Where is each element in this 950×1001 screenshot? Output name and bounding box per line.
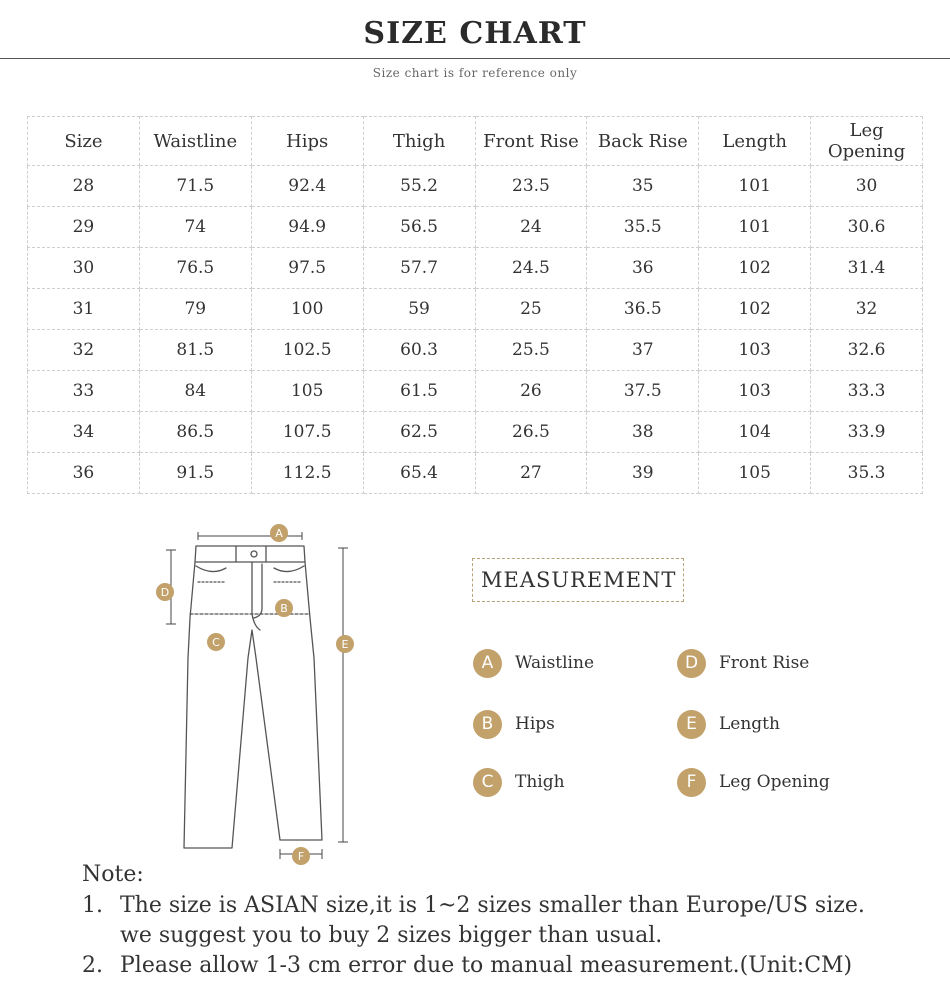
- column-header: Thigh: [363, 117, 475, 166]
- table-cell: 34: [28, 412, 140, 453]
- table-header-row: [28, 117, 923, 166]
- legend-label: Leg Opening: [719, 772, 830, 792]
- marker-d-icon: [156, 583, 174, 601]
- note-item: [82, 891, 942, 951]
- svg-text:D: D: [160, 586, 170, 599]
- table-cell: 38: [587, 412, 699, 453]
- table-cell: 57.7: [363, 248, 475, 289]
- legend-label: Hips: [515, 714, 555, 734]
- table-cell: 104: [699, 412, 811, 453]
- legend-label: Waistline: [515, 653, 595, 673]
- size-table: [27, 116, 923, 494]
- svg-text:A: A: [275, 527, 283, 540]
- marker-e-icon: [336, 635, 354, 653]
- table-cell: 112.5: [251, 453, 363, 494]
- table-cell: 76.5: [139, 248, 251, 289]
- table-cell: 62.5: [363, 412, 475, 453]
- table-cell: 37: [587, 330, 699, 371]
- table-cell: 79: [139, 289, 251, 330]
- table-cell: 84: [139, 371, 251, 412]
- table-cell: 81.5: [139, 330, 251, 371]
- note-number: 1.: [82, 893, 103, 918]
- table-row: [28, 412, 923, 453]
- table-cell: 30: [28, 248, 140, 289]
- table-cell: 59: [363, 289, 475, 330]
- column-header: Front Rise: [475, 117, 587, 166]
- table-cell: 30.6: [811, 207, 923, 248]
- table-cell: 23.5: [475, 166, 587, 207]
- table-cell: 103: [699, 330, 811, 371]
- table-cell: 25.5: [475, 330, 587, 371]
- svg-text:F: F: [297, 850, 305, 863]
- table-cell: 107.5: [251, 412, 363, 453]
- note-line: Please allow 1-3 cm error due to manual measurement.(Unit:CM): [120, 953, 853, 978]
- legend-item-hips: [473, 709, 555, 739]
- legend-label: Length: [719, 714, 780, 734]
- table-cell: 101: [699, 207, 811, 248]
- table-cell: 102: [699, 248, 811, 289]
- table-cell: 24: [475, 207, 587, 248]
- table-row: [28, 371, 923, 412]
- table-row: [28, 207, 923, 248]
- page-subtitle: Size chart is for reference only: [372, 66, 578, 80]
- table-cell: 32.6: [811, 330, 923, 371]
- table-cell: 33.3: [811, 371, 923, 412]
- legend-item-leg-opening: [677, 767, 830, 797]
- column-header: Waistline: [139, 117, 251, 166]
- marker-a-icon: [270, 524, 288, 542]
- table-cell: 37.5: [587, 371, 699, 412]
- table-cell: 29: [28, 207, 140, 248]
- note-number: 2.: [82, 953, 103, 978]
- table-cell: 56.5: [363, 207, 475, 248]
- table-cell: 71.5: [139, 166, 251, 207]
- legend-label: Thigh: [515, 772, 565, 792]
- page-title: SIZE CHART: [363, 16, 587, 51]
- note-line: we suggest you to buy 2 sizes bigger than usual.: [120, 923, 663, 948]
- pants-diagram: [150, 518, 370, 870]
- table-cell: 24.5: [475, 248, 587, 289]
- legend-item-thigh: [473, 767, 565, 797]
- note-line: The size is ASIAN size,it is 1~2 sizes smaller than Europe/US size.: [120, 893, 865, 918]
- table-cell: 91.5: [139, 453, 251, 494]
- table-cell: 65.4: [363, 453, 475, 494]
- note-item: [82, 951, 942, 981]
- svg-text:C: C: [212, 636, 220, 649]
- table-cell: 25: [475, 289, 587, 330]
- table-cell: 35.5: [587, 207, 699, 248]
- table-cell: 32: [811, 289, 923, 330]
- column-header: Back Rise: [587, 117, 699, 166]
- marker-c-icon: [207, 633, 225, 651]
- table-row: [28, 330, 923, 371]
- legend-label: Front Rise: [719, 653, 810, 673]
- table-cell: 102: [699, 289, 811, 330]
- note-section: [82, 860, 942, 981]
- letter-d-icon: D: [677, 649, 706, 678]
- table-cell: 101: [699, 166, 811, 207]
- letter-a-icon: A: [473, 649, 502, 678]
- table-cell: 26.5: [475, 412, 587, 453]
- button-shape: [251, 551, 257, 557]
- table-cell: 105: [699, 453, 811, 494]
- table-cell: 100: [251, 289, 363, 330]
- table-cell: 26: [475, 371, 587, 412]
- marker-b-icon: [275, 599, 293, 617]
- legend-item-length: [677, 709, 780, 739]
- table-cell: 35.3: [811, 453, 923, 494]
- measurement-title: MEASUREMENT: [472, 558, 684, 602]
- table-row: [28, 248, 923, 289]
- table-cell: 97.5: [251, 248, 363, 289]
- column-header: Length: [699, 117, 811, 166]
- letter-b-icon: B: [473, 710, 502, 739]
- table-cell: 86.5: [139, 412, 251, 453]
- table-cell: 74: [139, 207, 251, 248]
- table-cell: 92.4: [251, 166, 363, 207]
- table-cell: 33.9: [811, 412, 923, 453]
- letter-f-icon: F: [677, 768, 706, 797]
- table-row: [28, 453, 923, 494]
- table-cell: 36.5: [587, 289, 699, 330]
- table-cell: 27: [475, 453, 587, 494]
- svg-text:E: E: [341, 638, 349, 651]
- table-cell: 33: [28, 371, 140, 412]
- note-heading: Note:: [82, 862, 144, 887]
- table-cell: 39: [587, 453, 699, 494]
- table-cell: 28: [28, 166, 140, 207]
- table-cell: 55.2: [363, 166, 475, 207]
- letter-c-icon: C: [473, 768, 502, 797]
- column-header: Leg Opening: [811, 117, 923, 166]
- svg-text:B: B: [280, 602, 288, 615]
- legend-item-waistline: [473, 648, 594, 678]
- table-row: [28, 289, 923, 330]
- table-cell: 36: [587, 248, 699, 289]
- table-cell: 94.9: [251, 207, 363, 248]
- table-cell: 31.4: [811, 248, 923, 289]
- waistband-outline: [195, 546, 305, 562]
- table-cell: 105: [251, 371, 363, 412]
- table-cell: 36: [28, 453, 140, 494]
- title-divider: [0, 58, 950, 59]
- table-cell: 60.3: [363, 330, 475, 371]
- table-cell: 35: [587, 166, 699, 207]
- letter-e-icon: E: [677, 710, 706, 739]
- legend-item-front-rise: [677, 648, 809, 678]
- table-row: [28, 166, 923, 207]
- table-cell: 61.5: [363, 371, 475, 412]
- table-cell: 103: [699, 371, 811, 412]
- table-cell: 31: [28, 289, 140, 330]
- pants-outline: [184, 562, 322, 848]
- column-header: Size: [28, 117, 140, 166]
- table-cell: 102.5: [251, 330, 363, 371]
- table-cell: 30: [811, 166, 923, 207]
- column-header: Hips: [251, 117, 363, 166]
- table-cell: 32: [28, 330, 140, 371]
